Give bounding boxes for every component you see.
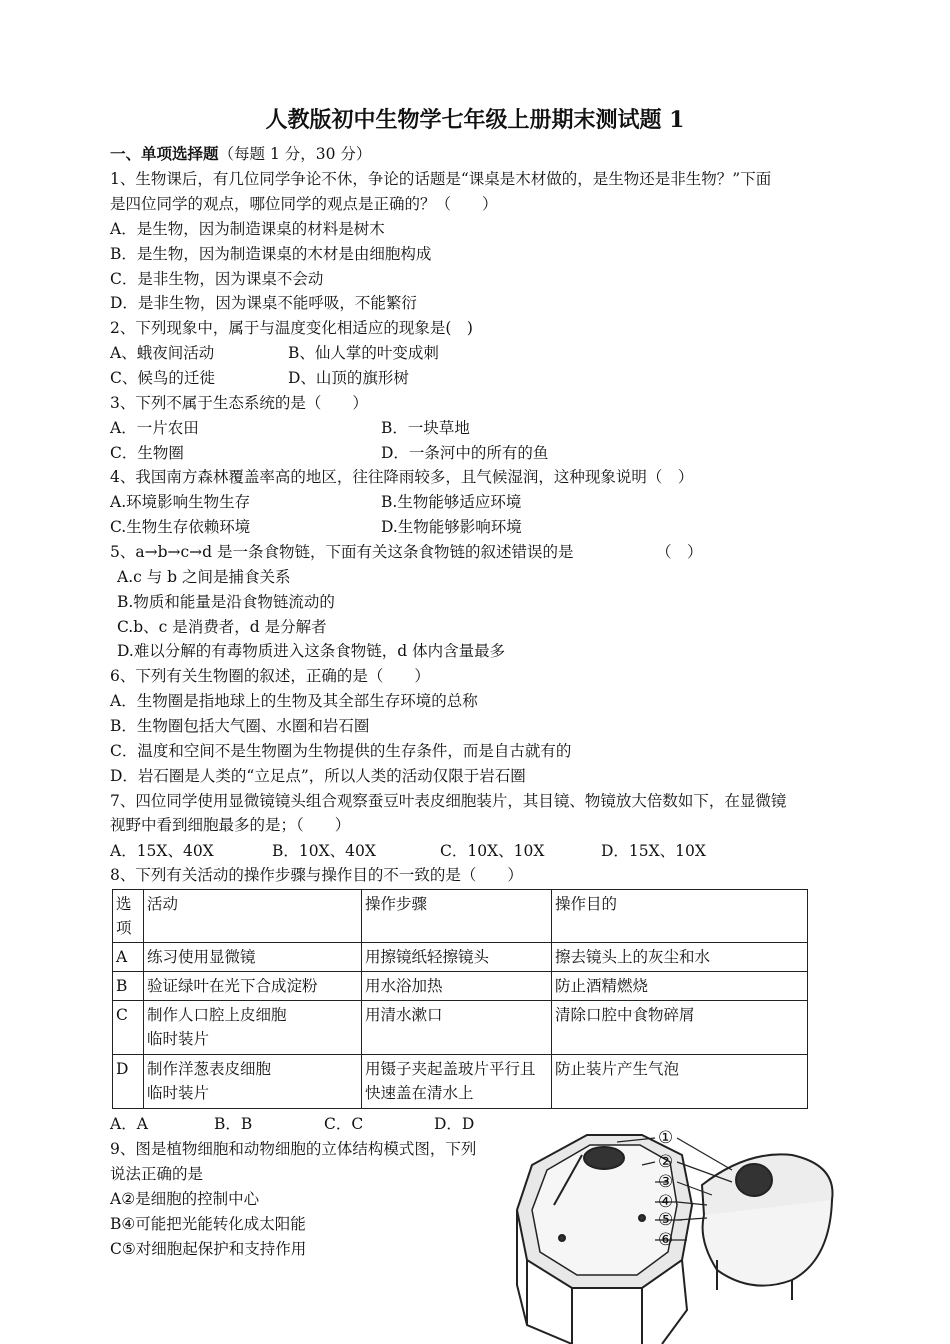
q8-stem: 8、下列有关活动的操作步骤与操作目的不一致的是（ ） — [110, 866, 523, 884]
table-cell: C — [113, 1001, 144, 1055]
q9-stem-line2: 说法正确的是 — [110, 1165, 204, 1183]
table-cell: 擦去镜头上的灰尘和水 — [552, 943, 808, 972]
q7-stem-line2: 视野中看到细胞最多的是；（ ） — [110, 816, 351, 834]
q7-option-a: A．15X、40X — [110, 842, 214, 860]
q1-option-b: B．是生物，因为制造课桌的木材是由细胞构成 — [110, 245, 432, 263]
label-4: ④ — [658, 1192, 674, 1212]
q2-option-a: A、蛾夜间活动 — [110, 344, 215, 362]
table-row — [113, 972, 808, 1001]
q5-option-d: D.难以分解的有毒物质进入这条食物链，d 体内含量最多 — [117, 642, 506, 660]
q4-stem: 4、我国南方森林覆盖率高的地区，往往降雨较多，且气候湿润，这种现象说明（ ） — [110, 468, 694, 486]
table-cell: 用镊子夹起盖玻片平行且 快速盖在清水上 — [362, 1055, 552, 1109]
q9-option-a: A②是细胞的控制中心 — [110, 1190, 260, 1208]
q6-stem: 6、下列有关生物圈的叙述，正确的是（ ） — [110, 667, 430, 685]
q6-option-a: A．生物圈是指地球上的生物及其全部生存环境的总称 — [110, 692, 478, 710]
table-cell: A — [113, 943, 144, 972]
q8-table — [112, 889, 808, 1109]
section-title: 一、单项选择题 — [110, 144, 219, 163]
label-2: ② — [658, 1152, 674, 1172]
page-title: 人教版初中生物学七年级上册期末测试题 1 — [265, 107, 685, 133]
table-cell: 验证绿叶在光下合成淀粉 — [144, 972, 362, 1001]
q8-option-d: D．D — [434, 1115, 475, 1133]
q2-option-b: B、仙人掌的叶变成刺 — [288, 344, 439, 362]
table-header-option: 选项 — [113, 890, 144, 943]
q1-stem-line2: 是四位同学的观点，哪位同学的观点是正确的？（ ） — [110, 195, 498, 213]
table-header-steps: 操作步骤 — [362, 890, 552, 943]
table-cell: 用擦镜纸轻擦镜头 — [362, 943, 552, 972]
table-row — [113, 1055, 808, 1109]
q3-option-d: D．一条河中的所有的鱼 — [381, 444, 549, 462]
q7-option-c: C．10X、10X — [440, 842, 545, 860]
label-6: ⑥ — [658, 1230, 674, 1250]
diagram-labels — [658, 1128, 673, 1250]
q2-stem: 2、下列现象中，属于与温度变化相适应的现象是( ) — [110, 319, 473, 337]
q1-stem-line1: 1、生物课后，有几位同学争论不休，争论的话题是“课桌是木材做的，是生物还是非生物？”下面 — [110, 170, 772, 188]
table-row — [113, 1001, 808, 1055]
q7-option-d: D．15X、10X — [601, 842, 706, 860]
q8-option-b: B．B — [214, 1115, 253, 1133]
q8-option-a: A．A — [110, 1115, 148, 1133]
q7-option-b: B．10X、40X — [272, 842, 376, 860]
q3-option-c: C．生物圈 — [110, 444, 184, 462]
q4-option-a: A.环境影响生物生存 — [110, 493, 251, 511]
animal-cell-illustration — [702, 1154, 833, 1300]
table-cell: 防止酒精燃烧 — [552, 972, 808, 1001]
q5-option-c: C.b、c 是消费者，d 是分解者 — [117, 618, 327, 636]
q3-option-b: B．一块草地 — [381, 419, 470, 437]
q5-answer-paren: （ ） — [656, 543, 703, 561]
q3-stem: 3、下列不属于生态系统的是（ ） — [110, 394, 368, 412]
table-row — [113, 943, 808, 972]
q6-option-d: D．岩石圈是人类的“立足点”，所以人类的活动仅限于岩石圈 — [110, 767, 526, 785]
table-cell: 清除口腔中食物碎屑 — [552, 1001, 808, 1055]
q6-option-c: C．温度和空间不是生物圈为生物提供的生存条件，而是自古就有的 — [110, 742, 572, 760]
table-cell: D — [113, 1055, 144, 1109]
table-cell: B — [113, 972, 144, 1001]
table-header-activity: 活动 — [144, 890, 362, 943]
q4-option-c: C.生物生存依赖环境 — [110, 518, 251, 536]
q1-option-c: C．是非生物，因为课桌不会动 — [110, 270, 324, 288]
q8-option-c: C．C — [324, 1115, 364, 1133]
table-cell: 制作人口腔上皮细胞 临时装片 — [144, 1001, 362, 1055]
q9-option-b: B④可能把光能转化成太阳能 — [110, 1215, 306, 1233]
section-heading — [110, 144, 371, 164]
q5-option-a: A.c 与 b 之间是捕食关系 — [117, 568, 291, 586]
q6-option-b: B．生物圈包括大气圈、水圈和岩石圈 — [110, 717, 370, 735]
q4-option-d: D.生物能够影响环境 — [381, 518, 522, 536]
table-cell: 练习使用显微镜 — [144, 943, 362, 972]
table-cell: 用水浴加热 — [362, 972, 552, 1001]
q9-stem-line1: 9、图是植物细胞和动物细胞的立体结构模式图，下列 — [110, 1140, 477, 1158]
section-note: （每题 1 分，30 分） — [218, 145, 372, 163]
label-3: ③ — [658, 1172, 674, 1192]
q4-option-b: B.生物能够适应环境 — [381, 493, 522, 511]
table-cell: 防止装片产生气泡 — [552, 1055, 808, 1109]
table-cell: 制作洋葱表皮细胞 临时装片 — [144, 1055, 362, 1109]
label-1: ① — [658, 1128, 674, 1148]
table-cell: 用清水漱口 — [362, 1001, 552, 1055]
q1-option-a: A．是生物，因为制造课桌的材料是树木 — [110, 220, 385, 238]
q9-option-c: C⑤对细胞起保护和支持作用 — [110, 1240, 307, 1258]
q3-option-a: A．一片农田 — [110, 419, 199, 437]
q2-option-d: D、山顶的旗形树 — [288, 369, 409, 387]
label-5: ⑤ — [658, 1210, 674, 1230]
table-header-row — [113, 890, 808, 943]
q7-stem-line1: 7、四位同学使用显微镜镜头组合观察蚕豆叶表皮细胞装片，其目镜、物镜放大倍数如下，在显微镜 — [110, 792, 787, 810]
q5-option-b: B.物质和能量是沿食物链流动的 — [117, 593, 335, 611]
q1-option-d: D．是非生物，因为课桌不能呼吸，不能繁衍 — [110, 294, 417, 312]
q5-stem: 5、a→b→c→d 是一条食物链，下面有关这条食物链的叙述错误的是 — [110, 543, 574, 561]
cell-structure-diagram — [492, 1110, 842, 1344]
q2-option-c: C、候鸟的迁徙 — [110, 369, 215, 387]
table-header-purpose: 操作目的 — [552, 890, 808, 943]
